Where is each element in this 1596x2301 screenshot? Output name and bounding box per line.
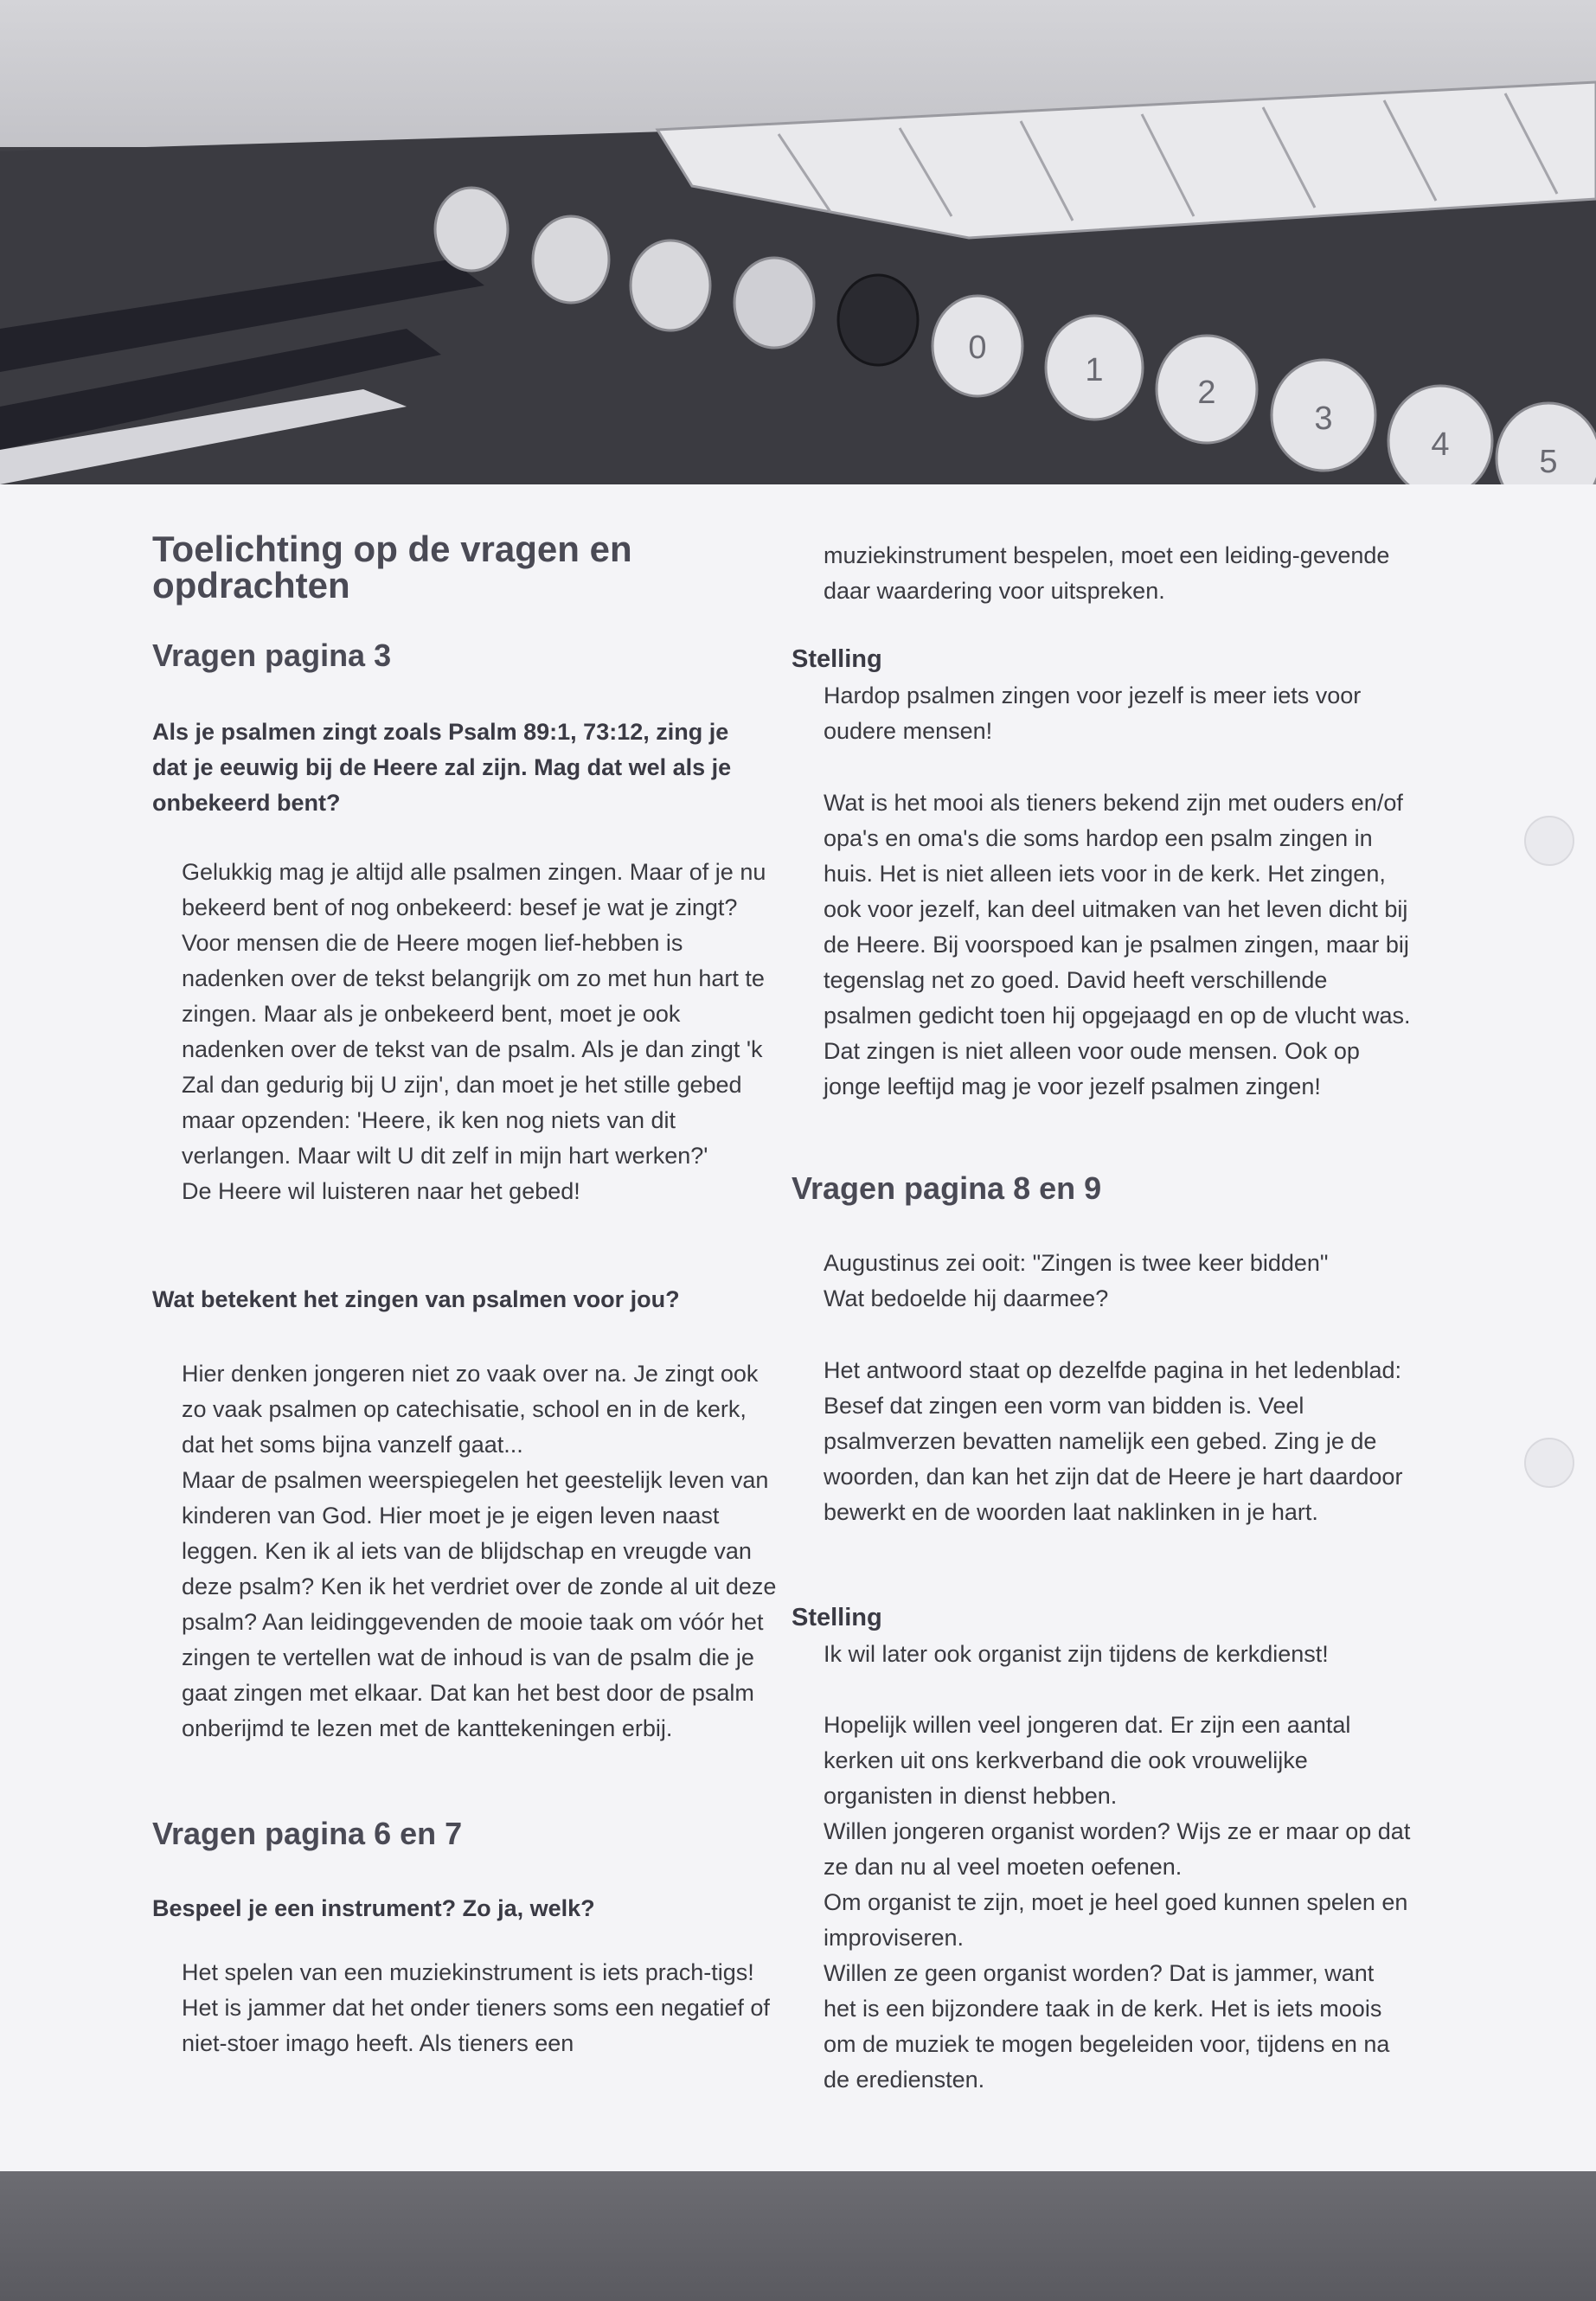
question-augustinus: Augustinus zei ooit: "Zingen is twee keer bidden" Wat bedoelde hij daarmee?: [824, 1250, 1329, 1311]
stop-label-1: 1: [1085, 352, 1104, 388]
answer-augustinus: Het antwoord staat op dezelfde pagina in het ledenblad: Besef dat zingen een vorm van bidden is. Veel psalmverzen bevatten namelijk een gebed. Zing je de woorden, dan kan het zijn dat de Heere je hart daardoor bewerkt en de woorden laat naklinken in je hart.: [824, 1357, 1403, 1525]
answer-instrument-continued: muziekinstrument bespelen, moet een leiding-gevende daar waardering voor uitspreken.: [824, 542, 1390, 604]
stelling-label-1: Stelling: [792, 645, 882, 673]
question-betekenis-psalmen: Wat betekent het zingen van psalmen voor jou?: [152, 1286, 680, 1312]
stelling-organist: Ik wil later ook organist zijn tijdens de kerkdienst!: [824, 1641, 1329, 1667]
page-title: Toelichting op de vragen en opdrachten: [152, 529, 632, 606]
question-instrument: Bespeel je een instrument? Zo ja, welk?: [152, 1895, 595, 1921]
section-heading-vragen-pagina-3: Vragen pagina 3: [152, 638, 392, 673]
footer-band: [0, 2171, 1596, 2301]
answer-hardop-zingen: Wat is het mooi als tieners bekend zijn met ouders en/of opa's en oma's die soms hardop een psalm zingen in huis. Het is niet alleen iets voor in de kerk. Het zingen, ook voor jezelf, kan deel uitmaken van het leven dicht bij de Heere. Bij voorspoed kan je psalmen zingen, maar bij tegenslag net zo goed. David heeft verschillende psalmen gedicht toen hij opgejaagd en op de vlucht was. Dat zingen is niet alleen voor oude mensen. Ook op jonge leeftijd mag je voor jezelf psalmen zingen!: [824, 790, 1411, 1099]
question-psalmen-zingen: Als je psalmen zingt zoals Psalm 89:1, 73:12, zing je dat je eeuwig bij de Heere zal zijn. Mag dat wel als je onbekeerd bent?: [152, 719, 732, 816]
answer-psalmen-zingen: Gelukkig mag je altijd alle psalmen zingen. Maar of je nu bekeerd bent of nog onbekeerd: besef je wat je zingt? Voor mensen die de Heere mogen lief-hebben is nadenken over de tekst belangrijk om zo met hun hart te zingen. Maar als je onbekeerd bent, moet je ook nadenken over de tekst van de psalm. Als je dan zingt 'k Zal dan gedurig bij U zijn', dan moet je het stille gebed maar opzenden: 'Heere, ik ken nog niets van dit verlangen. Maar wilt U dit zelf in mijn hart werken?' De Heere wil luisteren naar het gebed!: [182, 859, 766, 1204]
answer-organist: Hopelijk willen veel jongeren dat. Er zijn een aantal kerken uit ons kerkverband die ook vrouwelijke organisten in dienst hebben. Willen jongeren organist worden? Wijs ze er maar op dat ze dan nu al veel moeten oefenen. Om organist te zijn, moet je heel goed kunnen spelen en improviseren. Willen ze geen organist worden? Dat is jammer, want het is een bijzondere taak in de kerk. Het is iets moois om de muziek te mogen begeleiden voor, tijdens en na de erediensten.: [824, 1712, 1411, 2093]
section-heading-vragen-pagina-6-en-7: Vragen pagina 6 en 7: [152, 1816, 463, 1851]
stelling-label-2: Stelling: [792, 1604, 882, 1631]
punch-hole-top: [1524, 816, 1574, 866]
punch-hole-bottom: [1524, 1438, 1574, 1488]
stop-label-2: 2: [1197, 375, 1216, 411]
stop-label-4: 4: [1431, 426, 1450, 463]
stelling-hardop-zingen: Hardop psalmen zingen voor jezelf is meer iets voor oudere mensen!: [824, 683, 1362, 744]
answer-instrument: Het spelen van een muziekinstrument is iets prach-tigs! Het is jammer dat het onder tieners soms een negatief of niet-stoer imago heeft. Als tieners een: [182, 1959, 770, 2056]
stop-label-3: 3: [1314, 401, 1333, 437]
header-photo-organ: [0, 0, 1596, 484]
stop-label-0: 0: [968, 330, 987, 366]
article-page: [0, 484, 1596, 2171]
answer-betekenis-psalmen: Hier denken jongeren niet zo vaak over na. Je zingt ook zo vaak psalmen op catechisatie, school en in de kerk, dat het soms bijna vanzelf gaat... Maar de psalmen weerspiegelen het geestelijk leven van kinderen van God. Hier moet je je eigen leven naast leggen. Ken ik al iets van de blijdschap en vreugde van deze psalm? Ken ik het verdriet over de zonde al uit deze psalm? Aan leidinggevenden de mooie taak om vóór het zingen te vertellen wat de inhoud is van de psalm die je gaat zingen met elkaar. Dat kan het best door de psalm onberijmd te lezen met de kanttekeningen erbij.: [182, 1361, 777, 1741]
organ-illustration: [0, 0, 1596, 484]
section-heading-vragen-pagina-8-en-9: Vragen pagina 8 en 9: [792, 1170, 1102, 1206]
stop-label-5: 5: [1539, 444, 1558, 480]
